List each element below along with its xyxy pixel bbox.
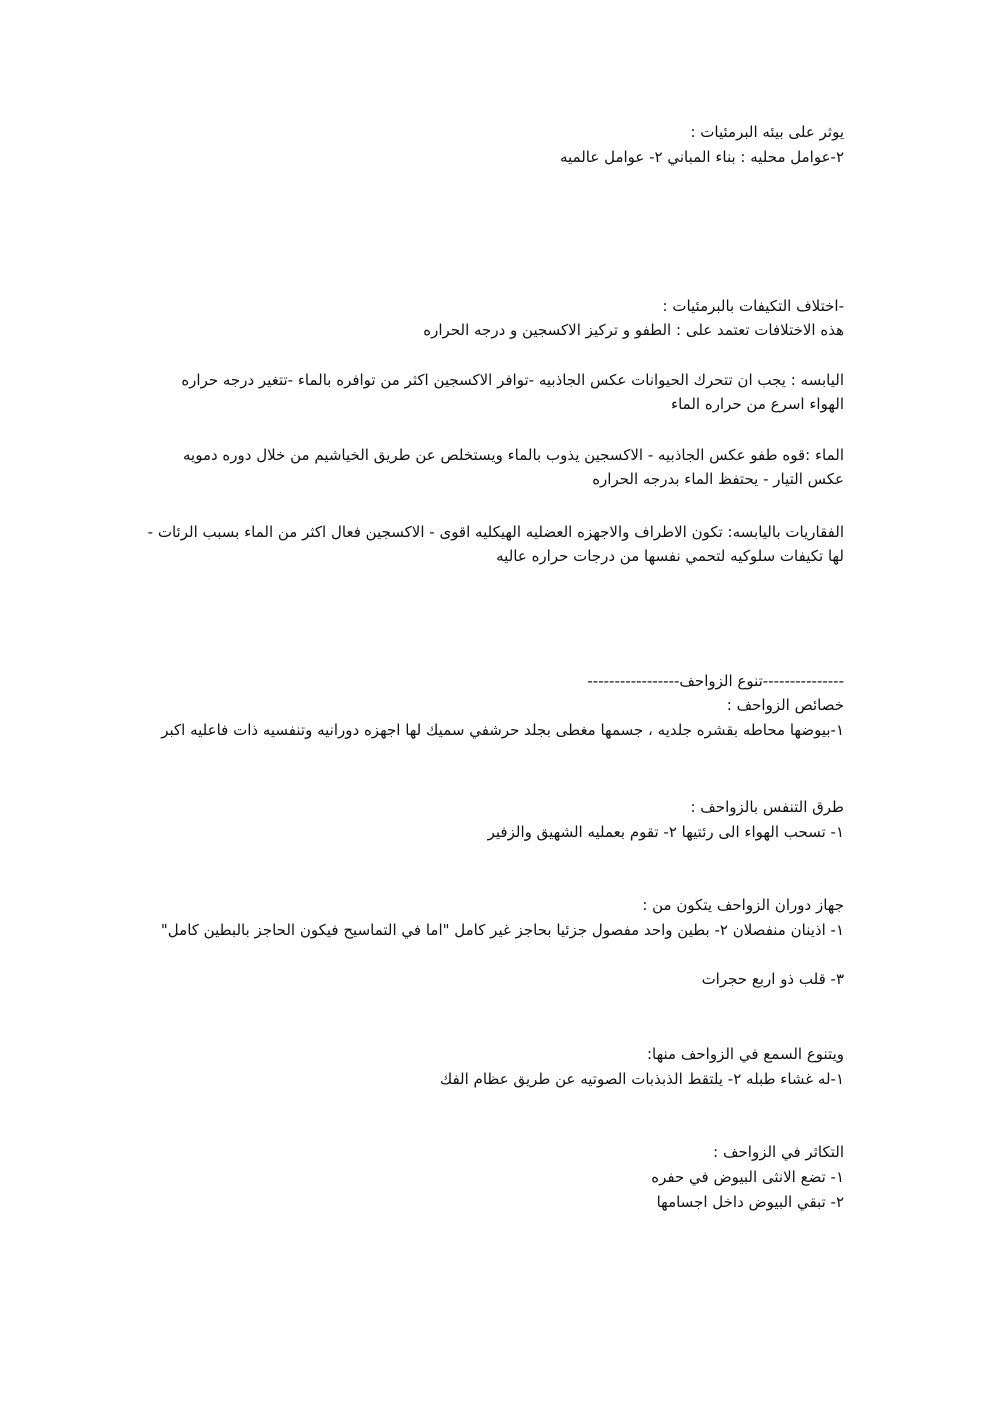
reptiles-traits-item: ١-بيوضها محاطه بقشره جلديه ، جسمها مغطى بجلد حرشفي سميك لها اجهزه دورانيه وتنفسيه ذات فاعليه اكبر: [161, 721, 844, 739]
reptiles-divider: ---------------تنوع الزواحف-----------------: [587, 672, 844, 690]
adaptations-intro: هذه الاختلافات تعتمد على : الطفو و تركيز الاكسجين و درجه الحراره: [423, 321, 844, 339]
reproduction-item-2: ٢- تبقي البيوض داخل اجسامها: [656, 1193, 844, 1211]
breathing-heading: طرق التنفس بالزواحف :: [690, 798, 844, 816]
adaptations-land: اليابسه : يجب ان تتحرك الحيوانات عكس الجاذبيه -توافر الاكسجين اكثر من توافره بالماء -تتغير درجه حراره الهواء اسرع من حراره الماء: [181, 371, 844, 413]
adaptations-vertebrates: الفقاريات باليابسه: تكون الاطراف والاجهزه العضليه الهيكليه اقوى - الاكسجين فعال اكثر من الماء بسبب الرئات - لها تكيفات سلوكيه لتحمي نفسها من درجات حراره عاليه: [147, 523, 844, 565]
breathing-items: ١- تسحب الهواء الى رئتيها ٢- تقوم بعمليه الشهيق والزفير: [487, 823, 844, 841]
adaptations-water: الماء :قوه طفو عكس الجاذبيه - الاكسجين يذوب بالماء ويستخلص عن طريق الخياشيم من خلال دوره دمويه عكس التيار - يحتفظ الماء بدرجه الحراره: [182, 446, 844, 488]
reproduction-heading: التكاثر في الزواحف :: [713, 1143, 844, 1161]
hearing-items: ١-له غشاء طبله ٢- يلتقط الذبذبات الصوتيه عن طريق عظام الفك: [439, 1070, 844, 1088]
hearing-heading: ويتنوع السمع في الزواحف منها:: [646, 1045, 844, 1063]
adaptations-heading: -اختلاف التكيفات بالبرمئيات :: [662, 297, 844, 315]
amphibian-env-heading: يوثر على بيئه البرمئيات :: [690, 123, 844, 141]
amphibian-env-factors: ٢-عوامل محليه : بناء المباني ٢- عوامل عالميه: [560, 148, 844, 166]
reptiles-traits-heading: خصائص الزواحف :: [726, 696, 844, 714]
circulation-item-3: ٣- قلب ذو اربع حجرات: [701, 970, 844, 988]
circulation-heading: جهاز دوران الزواحف يتكون من :: [642, 896, 844, 914]
circulation-items: ١- اذينان منفصلان ٢- بطين واحد مفصول جزئيا بحاجز غير كامل "اما في التماسيح فيكون الحاجز بالبطين كامل": [160, 921, 844, 939]
reproduction-item-1: ١- تضع الانثى البيوض في حفره: [651, 1168, 844, 1186]
